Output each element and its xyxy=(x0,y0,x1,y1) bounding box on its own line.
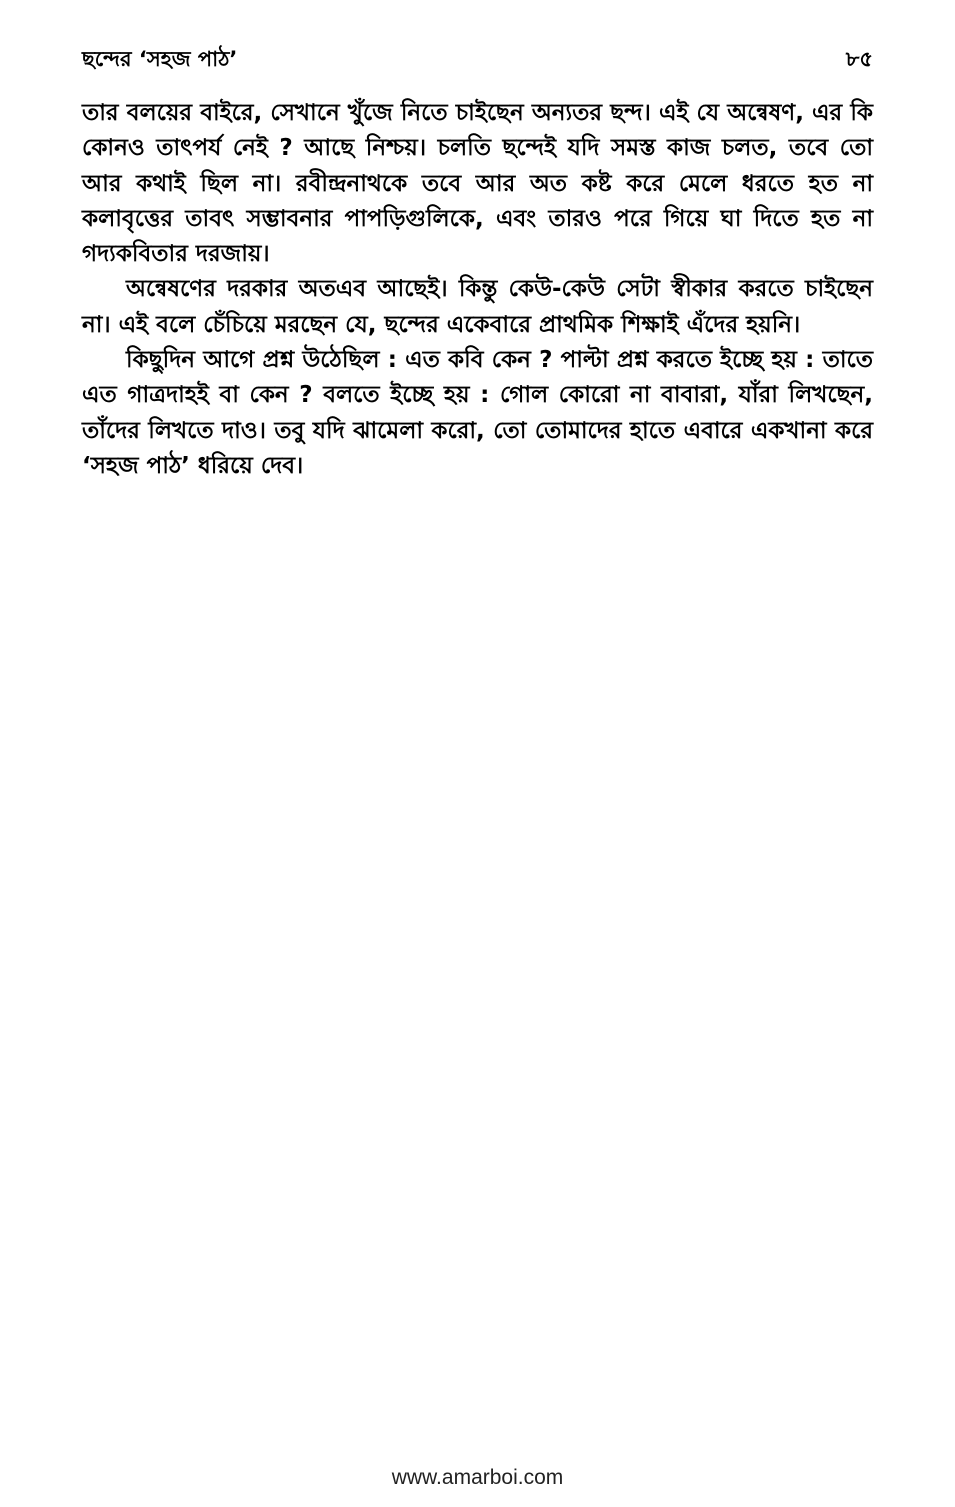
body-text xyxy=(82,96,873,484)
paragraph-3: কিছুদিন আগে প্রশ্ন উঠেছিল : এত কবি কেন ? পাল্টা প্রশ্ন করতে ইচ্ছে হয় : তাতে এত গাত্রদাহই বা কেন ? বলতে ইচ্ছে হয় : গোল কোরো না বাবারা, যাঁরা লিখছেন, তাঁদের লিখতে দাও। তবু যদি ঝামেলা করো, তো তোমাদের হাতে এবারে একখানা করে ‘সহজ পাঠ’ ধরিয়ে দেব। xyxy=(82,347,873,479)
running-title: ছন্দের ‘সহজ পাঠ’ xyxy=(82,46,238,71)
page-number: ৮৫ xyxy=(845,46,873,71)
footer-url: www.amarboi.com xyxy=(391,1466,564,1489)
page-header xyxy=(82,40,873,80)
paragraph-2: অন্বেষণের দরকার অতএব আছেই। কিন্তু কেউ-কেউ সেটা স্বীকার করতে চাইছেন না। এই বলে চেঁচিয়ে মরছেন যে, ছন্দের একেবারে প্রাথমিক শিক্ষাই এঁদের হয়নি। xyxy=(82,276,873,338)
paragraph-1: তার বলয়ের বাইরে, সেখানে খুঁজে নিতে চাইছেন অন্যতর ছন্দ। এই যে অন্বেষণ, এর কি কোনও তাৎপর্য নেই ? আছে নিশ্চয়। চলতি ছন্দেই যদি সমস্ত কাজ চলত, তবে তো আর কথাই ছিল না। রবীন্দ্রনাথকে তবে আর অত কষ্ট করে মেলে ধরতে হত না কলাবৃত্তের তাবৎ সম্ভাবনার পাপড়িগুলিকে, এবং তারও পরে গিয়ে ঘা দিতে হত না গদ্যকবিতার দরজায়। xyxy=(82,100,873,268)
